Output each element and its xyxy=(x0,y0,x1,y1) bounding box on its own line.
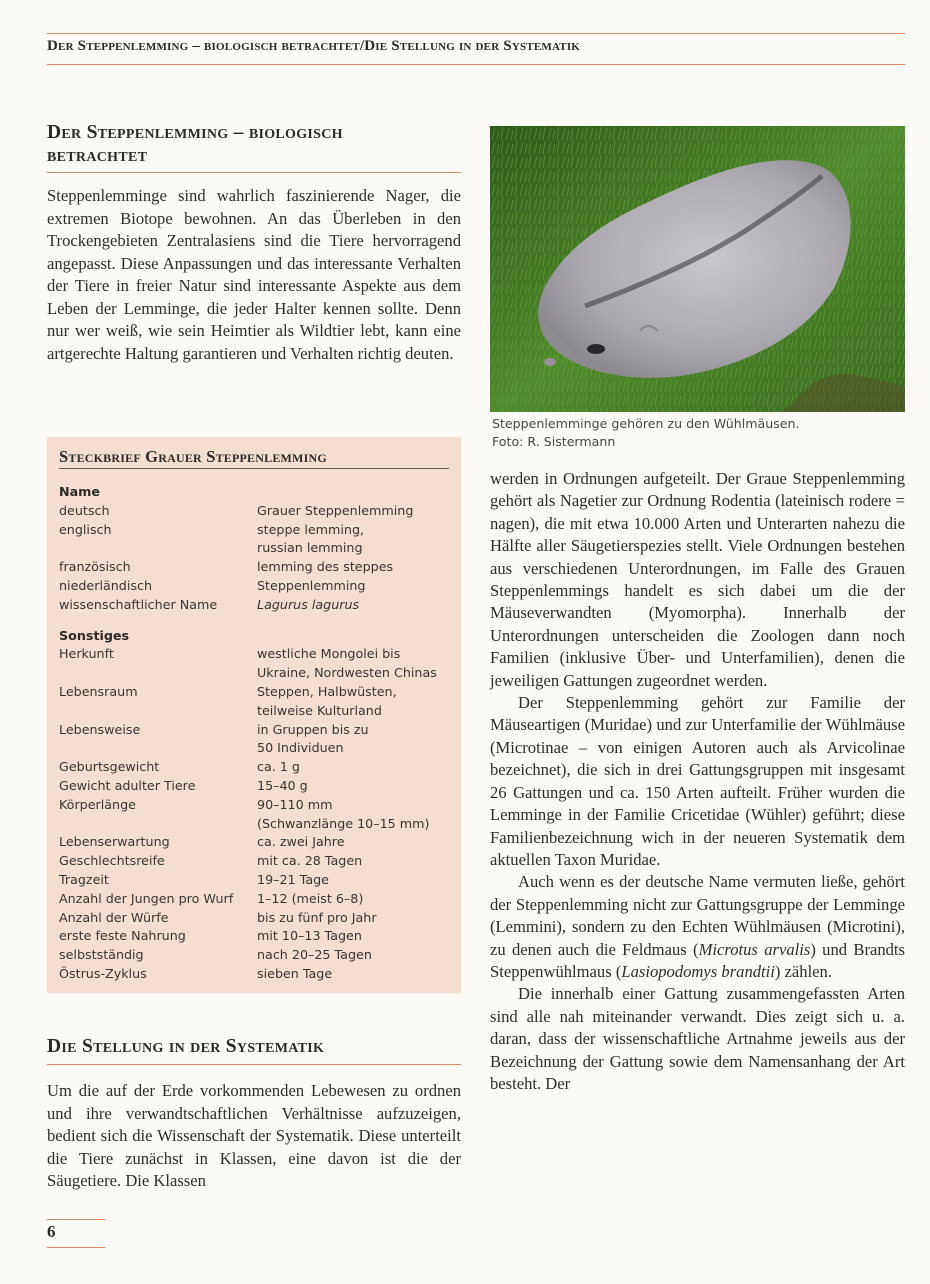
section-title-rule xyxy=(47,172,461,173)
fact-value xyxy=(257,558,454,577)
fact-row xyxy=(59,645,454,683)
paragraph-ordnungen: werden in Ordnungen aufgeteilt. Der Graue Steppenlemming gehört als Nagetier zur Ordnung Rodentia (lateinisch rodere = nagen), die mit etwa 10.000 Arten und Unterarten nahezu die Hälfte aller Säugetierspezies stellt. Viele Ordnungen bestehen aus verschiedenen Unterordnungen, im Falle des Grauen Steppenlemmings handelt es sich dabei um die der Mäuseverwandten (Myomorpha). Innerhalb der Unterordnungen unterscheiden die Zoologen dann noch Familien (inklusive Über- und Unterfamilien), denen die jeweiligen Gattungen zugeordnet werden. xyxy=(490,469,905,690)
systematik-paragraph: Um die auf der Erde vorkommenden Lebewesen zu ordnen und ihre verwandtschaftlichen Verhältnisse aufzuzeigen, bedient sich die Wissenschaft der Systematik. Diese unterteilt die Tiere zunächst in Klassen, eine davon ist die der Säugetiere. Die Klassen xyxy=(47,1081,461,1190)
fact-value-line: 90–110 mm xyxy=(257,796,333,812)
fact-key: deutsch xyxy=(59,502,110,518)
fact-row xyxy=(59,683,454,721)
header-rule-bottom xyxy=(47,64,905,65)
fact-value xyxy=(257,777,454,796)
fact-group-heading: Sonstiges xyxy=(59,627,130,643)
fact-value-line: Steppenlemming xyxy=(257,577,366,593)
fact-value-line: mit 10–13 Tagen xyxy=(257,928,362,944)
section-title-line2: betrachtet xyxy=(47,145,148,166)
fact-key: Geburtsgewicht xyxy=(59,759,160,775)
section-title-systematik: Die Stellung in der Systematik xyxy=(47,1036,325,1057)
fact-value-line: Ukraine, Nordwesten Chinas xyxy=(257,665,437,681)
header-rule-top xyxy=(47,33,905,34)
fact-value xyxy=(257,577,454,596)
fact-value-line: 15–40 g xyxy=(257,777,308,793)
species-name: Microtus arvalis xyxy=(698,939,811,959)
fact-row xyxy=(59,965,454,984)
fact-key: englisch xyxy=(59,521,112,537)
fact-row xyxy=(59,946,454,965)
right-column-text xyxy=(490,468,905,1095)
footer-rule-top xyxy=(47,1219,105,1220)
fact-value xyxy=(257,683,454,721)
footer-rule-bottom xyxy=(47,1247,105,1248)
fact-value-line: bis zu fünf pro Jahr xyxy=(257,909,377,925)
page-number: 6 xyxy=(47,1222,56,1241)
fact-key: Lebensraum xyxy=(59,683,138,699)
section-title-line1: Der Steppenlemming – biologisch xyxy=(47,122,343,143)
fact-row xyxy=(59,577,454,596)
steckbrief-box xyxy=(47,437,461,993)
fact-key: selbstständig xyxy=(59,947,144,963)
fact-value xyxy=(257,833,454,852)
fact-key: niederländisch xyxy=(59,577,152,593)
paragraph-gattung: Die innerhalb einer Gattung zusammengefassten Arten sind alle nah miteinander verwandt. Dies zeigt sich u. a. daran, dass der wissenschaftliche Artnahme jeweils aus der Bezeichnung der Gattung sowie dem Namensanhang der Art besteht. Der xyxy=(490,984,905,1093)
fact-key: erste feste Nahrung xyxy=(59,928,186,944)
fact-value xyxy=(257,721,454,759)
steckbrief-facts xyxy=(59,483,454,984)
systematik-paragraph-block xyxy=(47,1080,461,1193)
fact-row xyxy=(59,909,454,928)
fact-value-line: sieben Tage xyxy=(257,965,333,981)
fact-key: Tragzeit xyxy=(59,871,109,887)
species-name: Lasiopodomys brandtii xyxy=(621,961,775,981)
fact-key: französisch xyxy=(59,559,131,575)
fact-key: Geschlechtsreife xyxy=(59,853,165,869)
fact-group-heading: Name xyxy=(59,484,101,499)
fact-key: Körperlänge xyxy=(59,796,136,812)
fact-row xyxy=(59,796,454,834)
steckbrief-rule xyxy=(59,468,449,469)
fact-value xyxy=(257,521,454,559)
photo-caption-block xyxy=(492,415,800,451)
fact-group-name xyxy=(59,483,454,615)
fact-value xyxy=(257,596,454,615)
text-span: ) zählen. xyxy=(774,961,832,981)
fact-key: Herkunft xyxy=(59,646,114,662)
fact-value-line: 19–21 Tage xyxy=(257,871,329,887)
fact-value xyxy=(257,946,454,965)
lemming-photo-illustration xyxy=(490,126,905,412)
intro-paragraph-block xyxy=(47,185,461,365)
fact-key: Anzahl der Jungen pro Wurf xyxy=(59,890,234,906)
fact-value xyxy=(257,502,454,521)
fact-row xyxy=(59,871,454,890)
fact-value-line: 50 Individuen xyxy=(257,740,344,756)
fact-value-line: westliche Mongolei bis xyxy=(257,646,401,662)
fact-value-line: (Schwanzlänge 10–15 mm) xyxy=(257,815,430,831)
fact-value-line: in Gruppen bis zu xyxy=(257,721,369,737)
fact-row xyxy=(59,596,454,615)
fact-value-line: teilweise Kulturland xyxy=(257,702,382,718)
fact-value xyxy=(257,852,454,871)
fact-value xyxy=(257,909,454,928)
fact-row xyxy=(59,833,454,852)
fact-value-line: mit ca. 28 Tagen xyxy=(257,853,363,869)
fact-key: Lebenserwartung xyxy=(59,834,170,850)
fact-key: Östrus-Zyklus xyxy=(59,965,147,981)
fact-row xyxy=(59,521,454,559)
paragraph-gattungsgruppe xyxy=(490,871,905,983)
fact-value xyxy=(257,758,454,777)
fact-value xyxy=(257,890,454,909)
fact-row xyxy=(59,890,454,909)
steckbrief-title: Steckbrief Grauer Steppenlemming xyxy=(59,447,327,466)
fact-row xyxy=(59,758,454,777)
fact-group-sonstiges xyxy=(59,627,454,984)
lemming-photo xyxy=(490,126,905,412)
fact-value xyxy=(257,796,454,834)
fact-value xyxy=(257,645,454,683)
fact-row xyxy=(59,852,454,871)
fact-value-line: ca. 1 g xyxy=(257,759,300,775)
fact-row xyxy=(59,927,454,946)
fact-value xyxy=(257,965,454,984)
photo-credit: Foto: R. Sistermann xyxy=(492,434,616,449)
fact-value-line: steppe lemming, xyxy=(257,521,365,537)
fact-value-line: Steppen, Halbwüsten, xyxy=(257,683,397,699)
running-header: Der Steppenlemming – biologisch betrachtet/Die Stellung in der Systematik xyxy=(47,38,581,54)
section-title-biologisch xyxy=(47,121,467,167)
fact-row xyxy=(59,777,454,796)
fact-row xyxy=(59,721,454,759)
fact-value-line: lemming des steppes xyxy=(257,559,394,575)
fact-row xyxy=(59,558,454,577)
fact-value-line: ca. zwei Jahre xyxy=(257,834,345,850)
paragraph-familie: Der Steppenlemming gehört zur Familie der Mäuseartigen (Muridae) und zur Unterfamilie der Wühlmäuse (Microtinae – von einigen Autoren auch als Arvicolinae bezeichnet), die sich in drei Gattungsgruppen mit insgesamt 26 Gattungen und ca. 150 Arten aufteilt. Früher wurden die Lemminge in der Familie Cricetidae (Wühler) geführt; diese Familienbezeichnung wich in der neueren Systematik dem aktuellen Taxon Muridae. xyxy=(490,693,905,869)
fact-key: wissenschaftlicher Name xyxy=(59,596,218,612)
fact-key: Anzahl der Würfe xyxy=(59,909,169,925)
fact-value-line: Grauer Steppenlemming xyxy=(257,502,414,518)
fact-value-line: russian lemming xyxy=(257,540,363,556)
fact-value-line: nach 20–25 Tagen xyxy=(257,947,372,963)
intro-paragraph: Steppenlemminge sind wahrlich faszinierende Nager, die extremen Biotope bewohnen. An das Überleben in den Trockengebieten Zentralasiens sind die Tiere hervorragend angepasst. Diese Anpassungen und das interessante Verhalten der Tiere in freier Natur sind interessante Aspekte aus dem Leben der Lemminge, die jeder Halter kennen sollte. Denn nur wer weiß, wie sein Heimtier als Wildtier lebt, kann eine artgerechte Haltung garantieren und Verhalten richtig deuten. xyxy=(47,186,461,363)
fact-value xyxy=(257,927,454,946)
fact-value-line: 1–12 (meist 6–8) xyxy=(257,890,364,906)
text-span: Auch wenn es der deutsche Name vermuten ließe, gehört der Steppenlemming nicht zur Gattungsgruppe der Lemminge (Lemmini), sondern zu den Echten Wühlmäusen (Microtini), zu denen auch die Feldmaus ( xyxy=(490,872,905,959)
photo-caption: Steppenlemminge gehören zu den Wühlmäusen. xyxy=(492,416,800,431)
fact-value-line: Lagurus lagurus xyxy=(257,596,360,612)
section2-title-rule xyxy=(47,1064,461,1065)
fact-key: Lebensweise xyxy=(59,721,141,737)
fact-key: Gewicht adulter Tiere xyxy=(59,777,196,793)
fact-value xyxy=(257,871,454,890)
text-span: ) und Brandts Steppenwühlmaus ( xyxy=(490,939,906,981)
fact-row xyxy=(59,502,454,521)
